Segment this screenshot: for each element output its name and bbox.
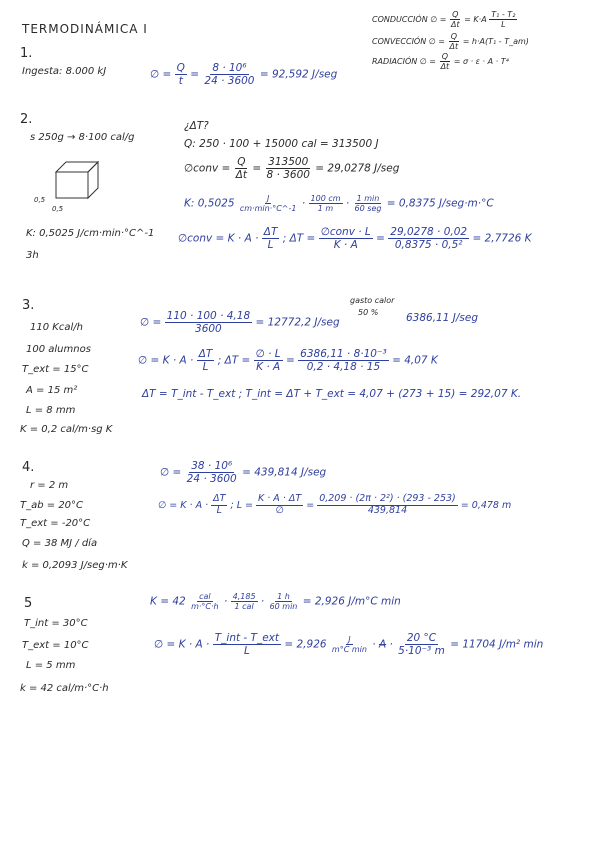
formula-den: Δt xyxy=(449,42,459,52)
problem-4-data-3: T_ext = -20°C xyxy=(20,518,91,529)
eq-num: ∅ · L xyxy=(255,348,281,360)
eq-num: 20 °C xyxy=(406,632,437,644)
eq-den: m·°C·h xyxy=(191,602,219,612)
box-label-bottom: 0,5 xyxy=(52,205,64,213)
problem-5-line-1: K = 42 $\frac{\text{cal}}{m\cdot^\circ C\cdot h}$ · $\frac{4,185}{\text{1 cal}}$ · $\frac{1 h}{60 \min}$ = 2,926 J/m°C min xyxy=(150,592,401,612)
eq-lhs: K: 0,5025 xyxy=(184,197,235,210)
eq-den: cm·min·°C^-1 xyxy=(239,204,297,214)
eq-num: K · A · ΔT xyxy=(258,493,302,504)
formula-num: Q xyxy=(450,32,457,41)
problem-2-line-3: K: 0,5025 $\frac{J}{cm\cdot\min\cdot^\circ C\^{}-1}$ · $\frac{100 cm}{1 m}$ · $\frac{1 \min}{\text{60 seg}}$ = 0,8375 J/seg·m·°C xyxy=(184,194,494,214)
formula-lhs: ∅ = xyxy=(430,15,447,25)
eq-result: = 2,7726 K xyxy=(472,232,532,245)
eq-num: 0,209 · (2π · 2²) · (293 - 253) xyxy=(319,493,456,504)
eq-den: 1 m xyxy=(317,204,334,214)
eq-den: 24 · 3600 xyxy=(204,75,255,88)
eq-num: 4,185 xyxy=(232,592,256,601)
eq-mid: ; L = xyxy=(230,499,253,511)
eq-sign: = xyxy=(286,354,295,367)
eq-num: 1 min xyxy=(356,194,380,203)
formula-num: Q xyxy=(452,10,459,19)
eq-lhs: ∅ = xyxy=(140,316,162,329)
conduction-formula xyxy=(372,10,517,29)
eq-num: ΔT xyxy=(198,348,213,360)
problem-5-data-1: T_int = 30°C xyxy=(24,618,88,629)
problem-2-question: ¿ΔT? xyxy=(184,120,209,132)
conduction-label: CONDUCCIÓN xyxy=(372,15,428,25)
problem-2-line-4 xyxy=(178,226,532,251)
eq-den: 0,2 · 4,18 · 15 xyxy=(306,361,381,374)
problem-2-line-1: Q: 250 · 100 + 15000 cal = 313500 J xyxy=(184,138,379,150)
problem-3-data-3: T_ext = 15°C xyxy=(22,364,89,375)
eq-den: 60 min xyxy=(269,602,298,612)
eq-den: 439,814 xyxy=(367,504,408,516)
eq-den: L xyxy=(202,361,209,374)
eq-result: = 439,814 J/seg xyxy=(242,466,327,479)
eq-lhs: ∅ = xyxy=(150,68,172,81)
crossed-term: A xyxy=(378,638,387,651)
formula-num: Q xyxy=(441,52,449,61)
eq-den: t xyxy=(178,75,183,88)
problem-2-data-k: K: 0,5025 J/cm·min·°C^-1 xyxy=(26,228,155,239)
problem-4-number: 4. xyxy=(22,460,35,475)
eq-den: m°C min xyxy=(331,645,367,655)
eq-num: 1 h xyxy=(277,592,290,601)
eq-lhs: ∅ = K · A · xyxy=(154,638,210,651)
eq-result: = 0,478 m xyxy=(460,499,512,511)
formula-lhs: ∅ = xyxy=(428,37,445,47)
eq-num: 313500 xyxy=(268,156,309,168)
eq-num: 100 cm xyxy=(310,194,341,203)
eq-num: J xyxy=(348,634,351,644)
eq-den: L xyxy=(243,645,250,658)
eq-den: 60 seg xyxy=(354,204,382,214)
problem-5-data-2: T_ext = 10°C xyxy=(22,640,89,651)
eq-sign: = xyxy=(252,162,262,175)
eq-lhs: ∅ = xyxy=(160,466,182,479)
radiation-label: RADIACIÓN xyxy=(372,57,418,67)
problem-4-data-4: Q = 38 MJ / día xyxy=(22,538,98,549)
problem-3-data-6: K = 0,2 cal/m·sg K xyxy=(20,424,113,435)
eq-mid: ; ΔT = xyxy=(217,354,251,367)
eq-num: 8 · 10⁶ xyxy=(212,62,247,74)
eq-result: = 11704 J/m² min xyxy=(450,638,544,651)
problem-1-equation: ∅ = $\frac{Q}{t}$ = $\frac{\text{8 · 10⁶}}{24 \cdot 3600}$ = 92,592 J/seg xyxy=(150,62,338,88)
eq-den: 0,8375 · 0,5² xyxy=(394,239,463,252)
eq-lhs: ∅ = K · A · xyxy=(138,354,194,367)
problem-3-data-1: 110 Kcal/h xyxy=(30,322,83,333)
eq-den: 5·10⁻³ m xyxy=(398,645,445,658)
problem-1-data: Ingesta: 8.000 kJ xyxy=(22,66,107,77)
problem-4-data-5: k = 0,2093 J/seg·m·K xyxy=(22,560,128,571)
radiation-formula xyxy=(372,52,509,71)
problem-3-data-2: 100 alumnos xyxy=(26,344,91,355)
eq-den: K · A xyxy=(256,361,281,374)
eq-lhs: ∅ = K · A · xyxy=(158,499,209,511)
eq-result: = 29,0278 J/seg xyxy=(315,162,400,175)
problem-2-data-t: 3h xyxy=(26,250,39,261)
eq-num: T_int - T_ext xyxy=(214,632,280,644)
problem-2-line-2 xyxy=(184,156,399,181)
eq-lhs: ∅conv = K · A · xyxy=(178,232,259,245)
eq-result: = 4,07 K xyxy=(392,354,438,367)
problem-5-data-3: L = 5 mm xyxy=(26,660,76,671)
problem-3-note-1: gasto calor xyxy=(350,296,395,305)
formula-den: Δt xyxy=(440,62,450,72)
formula-rest: = h·A(T₁ - T_am) xyxy=(462,37,529,47)
eq-den: 1 cal xyxy=(234,602,254,612)
box-label-side: 0,5 xyxy=(34,196,46,204)
eq-lhs: ∅conv = xyxy=(184,162,231,175)
problem-5-number: 5 xyxy=(24,596,33,611)
eq-sign: = 2,926 xyxy=(284,638,327,651)
eq-num: 29,0278 · 0,02 xyxy=(390,226,468,238)
problem-5-data-4: k = 42 cal/m·°C·h xyxy=(20,683,109,694)
problem-4-data-2: T_ab = 20°C xyxy=(20,500,84,511)
problem-2-number: 2. xyxy=(20,112,33,127)
problem-4-line-2 xyxy=(158,494,511,517)
eq-result: = 92,592 J/seg xyxy=(259,68,338,81)
convection-label: CONVECCIÓN xyxy=(372,37,427,47)
eq-num: ΔT xyxy=(213,493,226,504)
problem-3-line-2 xyxy=(138,348,438,373)
problem-3-note-2: 50 % xyxy=(358,308,379,317)
formula-den: Δt xyxy=(451,20,460,30)
eq-lhs: K = 42 xyxy=(150,595,186,608)
eq-den: ∅ xyxy=(275,504,284,516)
problem-3-data-5: L = 8 mm xyxy=(26,405,76,416)
problem-3-number: 3. xyxy=(22,298,35,313)
eq-num: 6386,11 · 8·10⁻³ xyxy=(300,348,387,360)
problem-3-line-1 xyxy=(140,310,340,335)
eq-num: Q xyxy=(237,156,246,168)
eq-den: K · A xyxy=(333,239,358,252)
formula-lhs: ∅ = xyxy=(419,57,437,67)
eq-result: = 0,8375 J/seg·m·°C xyxy=(386,197,494,210)
eq-num: cal xyxy=(199,592,211,601)
eq-result: = 12772,2 J/seg xyxy=(255,316,340,329)
problem-3-result-2: 6386,11 J/seg xyxy=(406,312,478,324)
problem-5-line-2: ∅ = K · A · $\frac{\text{T\_int - T\_ext}}{L}$ = 2,926 $\frac{J}{\text{m°C min}}$ · A · $\frac{20 ^\circ C}{\text{5·10⁻³ m}}$ = 11704 J/m² min xyxy=(154,632,544,658)
formula-mid: = K·A xyxy=(464,15,487,25)
eq-num: ΔT xyxy=(263,226,278,238)
eq-mid: ; ΔT = xyxy=(282,232,316,245)
eq-result: = 2,926 J/m°C min xyxy=(302,595,401,608)
eq-num: ∅conv · L xyxy=(320,226,371,238)
page-title: TERMODINÁMICA I xyxy=(22,22,148,36)
problem-3-data-4: A = 15 m² xyxy=(26,385,78,396)
eq-num: Q xyxy=(176,62,185,74)
convection-formula xyxy=(372,32,529,51)
eq-den: 8 · 3600 xyxy=(266,169,310,182)
eq-den: L xyxy=(216,504,222,516)
eq-num: J xyxy=(267,194,270,203)
problem-4-line-1 xyxy=(160,460,326,485)
formula-rest: = σ · ε · A · T⁴ xyxy=(453,57,509,67)
eq-den: Δt xyxy=(235,169,248,182)
formula-den: L xyxy=(501,20,506,30)
formula-num: T₁ - T₂ xyxy=(491,10,516,19)
cube-sketch xyxy=(52,160,100,200)
eq-den: 3600 xyxy=(195,323,222,336)
problem-2-data-1: s 250g → 8·100 cal/g xyxy=(30,132,135,143)
eq-sign: = xyxy=(376,232,385,245)
eq-den: L xyxy=(267,239,274,252)
eq-num: 38 · 10⁶ xyxy=(191,460,233,472)
problem-1-number: 1. xyxy=(20,46,33,61)
eq-sign: = xyxy=(306,499,315,511)
eq-num: 110 · 100 · 4,18 xyxy=(166,310,251,322)
eq-den: 24 · 3600 xyxy=(186,473,237,486)
problem-3-line-3: ΔT = T_int - T_ext ; T_int = ΔT + T_ext = 4,07 + (273 + 15) = 292,07 K. xyxy=(142,388,522,400)
problem-4-data-1: r = 2 m xyxy=(30,480,69,491)
